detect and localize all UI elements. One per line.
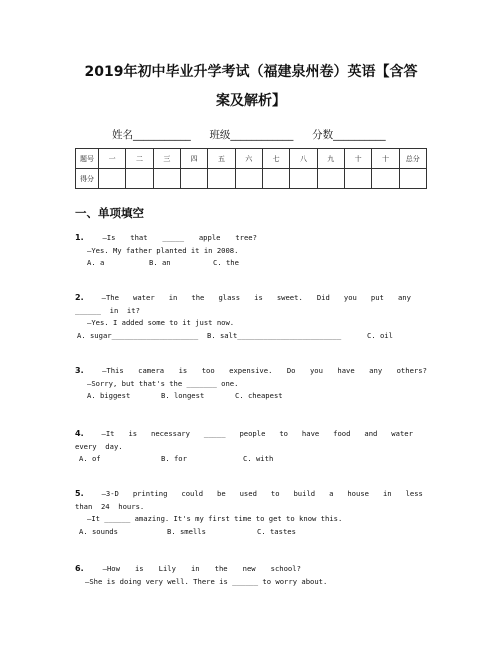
stem-word: could — [181, 489, 204, 498]
stem-word: to — [279, 429, 288, 438]
question-stem — [75, 428, 413, 441]
document-title-continued: 案及解析】 — [216, 93, 286, 109]
stem-word: any — [397, 293, 411, 302]
stem-word: the — [191, 293, 205, 302]
stem-word: that — [130, 233, 148, 242]
option-b: B. salt________________________ — [207, 330, 342, 340]
option-b: B. for — [161, 454, 187, 463]
score-table-col: 八 — [290, 149, 317, 169]
stem-word: school? — [270, 564, 301, 573]
option-b: B. smells — [167, 526, 206, 536]
question-number: 4. — [75, 429, 84, 438]
score-table-header-label: 题号 — [76, 149, 99, 169]
stem-word: a — [329, 489, 334, 498]
score-table-row-label: 得分 — [76, 169, 99, 189]
score-table-col: 十 — [372, 149, 399, 169]
stem-word: and — [364, 429, 378, 438]
score-field-label: 分数__________ — [312, 129, 386, 141]
option-a: A. of — [79, 454, 101, 463]
stem-word: camera — [138, 366, 165, 375]
score-cell — [262, 169, 289, 189]
score-table — [75, 148, 427, 189]
score-table-col: 一 — [99, 149, 126, 169]
section-heading: 一、单项填空 — [75, 206, 144, 220]
stem-word: in — [168, 293, 178, 302]
stem-word: build — [293, 489, 316, 498]
question-dialogue: —Yes. I added some to it just now. — [87, 318, 235, 327]
question-stem — [75, 365, 427, 378]
stem-word: have — [301, 429, 320, 438]
question-stem — [75, 292, 411, 305]
question-3 — [75, 365, 427, 403]
question-stem-continued: ______ in it? — [75, 305, 140, 315]
stem-word: —This — [102, 366, 124, 375]
stem-word: is — [134, 564, 144, 573]
score-table-col: 二 — [126, 149, 153, 169]
stem-word: apple — [198, 233, 221, 242]
score-cell — [180, 169, 207, 189]
stem-word: the — [214, 564, 228, 573]
option-c: C. with — [243, 454, 274, 463]
stem-word: food — [333, 429, 351, 438]
stem-word: too — [201, 366, 215, 375]
score-cell — [372, 169, 399, 189]
stem-word: used — [239, 489, 257, 498]
option-a: A. biggest — [87, 391, 131, 400]
question-dialogue: —Sorry, but that's the _______ one. — [87, 378, 239, 388]
stem-word: sweet. — [276, 293, 303, 302]
score-table-score-row — [76, 169, 427, 189]
stem-word: be — [217, 489, 226, 498]
question-dialogue: —She is doing very well. There is ______ to worry about. — [85, 576, 328, 586]
option-c: C. oil — [367, 330, 393, 340]
answer-blank: _____ — [162, 233, 185, 242]
stem-word: in — [190, 564, 200, 573]
question-6 — [75, 563, 427, 588]
question-dialogue: —Yes. My father planted it in 2008. — [87, 245, 239, 255]
stem-word: Do — [286, 366, 296, 375]
stem-word: water — [133, 293, 155, 302]
stem-word: —The — [101, 293, 119, 302]
question-4 — [75, 428, 427, 466]
stem-word: tree? — [235, 233, 257, 242]
option-b: B. longest — [161, 391, 205, 400]
question-options — [75, 257, 427, 270]
score-cell — [399, 169, 426, 189]
question-number: 1. — [75, 233, 84, 242]
score-table-header-row — [76, 149, 427, 169]
stem-word: glass — [218, 293, 241, 302]
stem-word: —It — [101, 429, 115, 438]
question-options — [75, 330, 427, 343]
stem-word: you — [343, 293, 357, 302]
stem-word: necessary — [151, 429, 190, 438]
stem-word: in — [382, 489, 392, 498]
question-5 — [75, 488, 427, 538]
stem-word: printing — [132, 489, 168, 498]
question-stem-continued: every day. — [75, 441, 123, 451]
stem-word: —Is — [102, 233, 116, 242]
question-number: 3. — [75, 366, 84, 375]
question-stem — [75, 232, 257, 245]
stem-word: is — [254, 293, 263, 302]
stem-word: new — [242, 564, 256, 573]
stem-word: to — [270, 489, 280, 498]
stem-word: Did — [316, 293, 330, 302]
stem-word: water — [391, 429, 413, 438]
document-title: 2019年初中毕业升学考试（福建泉州卷）英语【含答 — [84, 64, 418, 80]
score-table-col: 九 — [317, 149, 344, 169]
score-cell — [126, 169, 153, 189]
stem-word: put — [370, 293, 384, 302]
score-cell — [317, 169, 344, 189]
question-options — [75, 526, 427, 539]
score-cell — [208, 169, 235, 189]
question-2 — [75, 292, 427, 342]
score-table-col: 六 — [235, 149, 262, 169]
stem-word: expensive. — [229, 366, 273, 375]
question-number: 5. — [75, 489, 84, 498]
stem-word: you — [309, 366, 323, 375]
question-options — [75, 390, 427, 403]
stem-word: less — [405, 489, 423, 498]
class-field-label: 班级____________ — [209, 129, 294, 141]
option-c: C. cheapest — [235, 391, 283, 400]
stem-word: any — [369, 366, 383, 375]
option-c: C. tastes — [257, 526, 296, 536]
score-table-col: 七 — [262, 149, 289, 169]
option-a: A. a — [87, 258, 105, 267]
answer-blank: _____ — [203, 429, 226, 438]
question-stem-continued: than 24 hours. — [75, 501, 145, 511]
stem-word: is — [128, 429, 138, 438]
question-options — [75, 453, 427, 466]
score-table-col-total: 总分 — [399, 149, 426, 169]
student-info-line — [112, 127, 386, 142]
stem-word: people — [239, 429, 266, 438]
score-cell — [290, 169, 317, 189]
stem-word: house — [347, 489, 369, 498]
score-cell — [344, 169, 371, 189]
option-c: C. the — [213, 258, 239, 267]
stem-word: Lily — [158, 564, 176, 573]
stem-word: others? — [396, 366, 427, 375]
name-field-label: 姓名___________ — [112, 129, 191, 141]
question-stem — [75, 488, 423, 501]
question-1 — [75, 232, 427, 270]
score-table-col: 四 — [180, 149, 207, 169]
question-number: 2. — [75, 293, 84, 302]
score-cell — [153, 169, 180, 189]
question-number: 6. — [75, 564, 84, 573]
stem-word: —3-D — [101, 489, 119, 498]
option-a: A. sugar____________________ — [77, 330, 199, 340]
question-stem — [75, 563, 301, 576]
score-cell — [99, 169, 126, 189]
stem-word: —How — [102, 564, 120, 573]
option-a: A. sounds — [79, 526, 118, 536]
option-b: B. an — [149, 258, 171, 267]
question-dialogue: —It ______ amazing. It's my first time to get to know this. — [87, 514, 343, 523]
score-cell — [235, 169, 262, 189]
score-table-col: 十 — [344, 149, 371, 169]
score-table-col: 三 — [153, 149, 180, 169]
stem-word: have — [337, 366, 355, 375]
stem-word: is — [178, 366, 188, 375]
score-table-col: 五 — [208, 149, 235, 169]
